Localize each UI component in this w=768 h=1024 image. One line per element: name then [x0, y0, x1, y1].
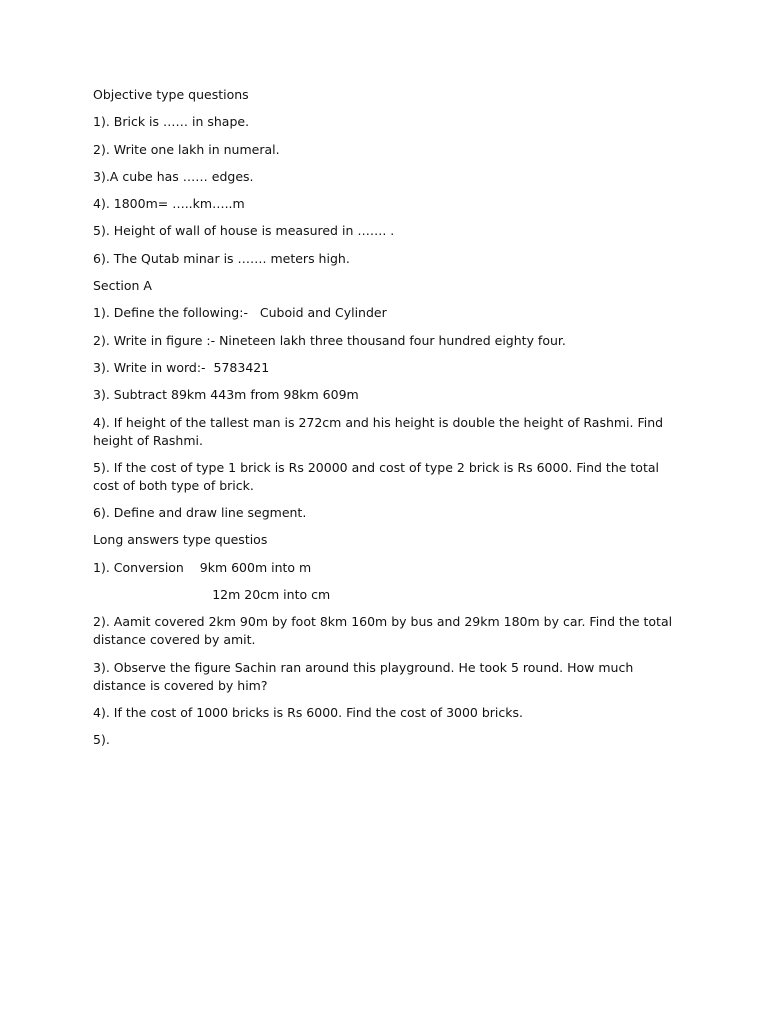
long-question-1-part-2: 12m 20cm into cm: [93, 587, 331, 603]
section-a-question-3a: 3). Write in word:- 5783421: [93, 359, 270, 375]
section-a-question-6: 6). Define and draw line segment.: [93, 505, 307, 521]
heading-objective: Objective type questions: [93, 87, 249, 102]
objective-question-1: 1). Brick is …… in shape.: [93, 114, 250, 130]
section-a-question-4: 4). If height of the tallest man is 272cm and his height is double the height of Rashmi. Find height of Rashmi.: [93, 414, 668, 448]
objective-question-2: 2). Write one lakh in numeral.: [93, 141, 280, 157]
section-a-question-1: 1). Define the following:- Cuboid and Cylinder: [93, 305, 387, 321]
section-a-question-3b: 3). Subtract 89km 443m from 98km 609m: [93, 387, 359, 403]
heading-long-answers: Long answers type questios: [93, 532, 268, 548]
objective-question-3: 3).A cube has …… edges.: [93, 168, 254, 184]
long-question-5: 5).: [93, 732, 110, 748]
long-question-3: 3). Observe the figure Sachin ran around this playground. He took 5 round. How much distance is covered by him?: [93, 659, 638, 693]
long-question-4: 4). If the cost of 1000 bricks is Rs 6000. Find the cost of 3000 bricks.: [93, 704, 523, 720]
document-body: [93, 86, 678, 759]
long-question-1: 1). Conversion 9km 600m into m: [93, 559, 312, 575]
section-a-question-2: 2). Write in figure :- Nineteen lakh three thousand four hundred eighty four.: [93, 332, 566, 348]
heading-section-a: Section A: [93, 278, 152, 294]
objective-question-4: 4). 1800m= …..km…..m: [93, 196, 245, 212]
objective-question-6: 6). The Qutab minar is ……. meters high.: [93, 250, 350, 266]
long-question-2: 2). Aamit covered 2km 90m by foot 8km 160m by bus and 29km 180m by car. Find the total distance covered by amit.: [93, 614, 677, 648]
objective-question-5: 5). Height of wall of house is measured in ……. .: [93, 223, 395, 239]
section-a-question-5: 5). If the cost of type 1 brick is Rs 20000 and cost of type 2 brick is Rs 6000. Find the total cost of both type of brick.: [93, 459, 663, 493]
